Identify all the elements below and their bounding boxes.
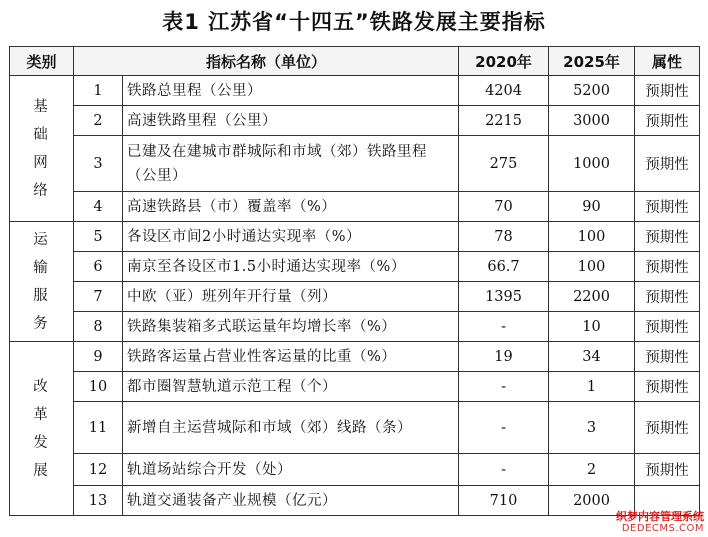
row-number: 11 [74, 402, 123, 454]
value-2020: 4204 [459, 76, 549, 106]
attribute-cell: 预期性 [635, 282, 700, 312]
row-number: 10 [74, 372, 123, 402]
header-indicator: 指标名称（单位） [74, 47, 459, 76]
header-category: 类别 [10, 47, 74, 76]
attribute-cell: 预期性 [635, 136, 700, 192]
watermark [616, 511, 704, 535]
table-row [10, 106, 700, 136]
watermark-line2: DEDECMS.COM [621, 523, 704, 534]
indicator-name: 高速铁路县（市）覆盖率（%） [123, 192, 459, 222]
indicator-name: 已建及在建城市群城际和市域（郊）铁路里程（公里） [123, 136, 459, 192]
value-2020: 66.7 [459, 252, 549, 282]
attribute-cell: 预期性 [635, 372, 700, 402]
value-2020: 78 [459, 222, 549, 252]
table-row [10, 372, 700, 402]
attribute-cell: 预期性 [635, 76, 700, 106]
value-2020: - [459, 402, 549, 454]
attribute-cell: 预期性 [635, 402, 700, 454]
row-number: 2 [74, 106, 123, 136]
table-row [10, 312, 700, 342]
table-row [10, 136, 700, 192]
table-title: 表1 江苏省“十四五”铁路发展主要指标 [162, 10, 546, 34]
watermark-line1: 织梦内容管理系统 [616, 510, 704, 523]
attribute-cell: 预期性 [635, 252, 700, 282]
row-number: 5 [74, 222, 123, 252]
value-2025: 1000 [549, 136, 635, 192]
table-row [10, 222, 700, 252]
indicator-name: 各设区市间2小时通达实现率（%） [123, 222, 459, 252]
table-row [10, 402, 700, 454]
value-2025: 2000 [549, 486, 635, 516]
indicator-name: 铁路集装箱多式联运量年均增长率（%） [123, 312, 459, 342]
indicator-name: 中欧（亚）班列年开行量（列） [123, 282, 459, 312]
value-2025: 100 [549, 252, 635, 282]
attribute-cell: 预期性 [635, 312, 700, 342]
value-2020: 19 [459, 342, 549, 372]
value-2025: 90 [549, 192, 635, 222]
indicator-name: 铁路客运量占营业性客运量的比重（%） [123, 342, 459, 372]
value-2025: 3000 [549, 106, 635, 136]
value-2025: 1 [549, 372, 635, 402]
header-2020: 2020年 [459, 47, 549, 76]
indicator-name: 铁路总里程（公里） [123, 76, 459, 106]
row-number: 1 [74, 76, 123, 106]
table-row [10, 192, 700, 222]
table-row [10, 486, 700, 516]
row-number: 7 [74, 282, 123, 312]
value-2020: 710 [459, 486, 549, 516]
value-2025: 3 [549, 402, 635, 454]
indicator-name: 轨道交通装备产业规模（亿元） [123, 486, 459, 516]
indicator-name: 南京至各设区市1.5小时通达实现率（%） [123, 252, 459, 282]
value-2020: 70 [459, 192, 549, 222]
row-number: 13 [74, 486, 123, 516]
value-2020: - [459, 454, 549, 486]
header-row [10, 47, 700, 76]
attribute-cell: 预期性 [635, 342, 700, 372]
indicator-name: 高速铁路里程（公里） [123, 106, 459, 136]
row-number: 8 [74, 312, 123, 342]
value-2020: 2215 [459, 106, 549, 136]
value-2025: 100 [549, 222, 635, 252]
value-2020: - [459, 372, 549, 402]
category-cell: 基础网络 [10, 76, 74, 222]
table-row [10, 454, 700, 486]
row-number: 6 [74, 252, 123, 282]
table-row [10, 76, 700, 106]
category-cell: 改革发展 [10, 342, 74, 516]
category-cell: 运输服务 [10, 222, 74, 342]
attribute-cell: 预期性 [635, 106, 700, 136]
value-2020: 1395 [459, 282, 549, 312]
indicator-name: 新增自主运营城际和市域（郊）线路（条） [123, 402, 459, 454]
value-2025: 2200 [549, 282, 635, 312]
value-2025: 2 [549, 454, 635, 486]
row-number: 9 [74, 342, 123, 372]
indicator-name: 轨道场站综合开发（处） [123, 454, 459, 486]
header-attribute: 属性 [635, 47, 700, 76]
indicator-table [9, 46, 700, 516]
header-2025: 2025年 [549, 47, 635, 76]
row-number: 3 [74, 136, 123, 192]
row-number: 4 [74, 192, 123, 222]
table-row [10, 252, 700, 282]
row-number: 12 [74, 454, 123, 486]
value-2025: 10 [549, 312, 635, 342]
indicator-name: 都市圈智慧轨道示范工程（个） [123, 372, 459, 402]
table-row [10, 342, 700, 372]
attribute-cell: 预期性 [635, 192, 700, 222]
attribute-cell: 预期性 [635, 222, 700, 252]
value-2025: 34 [549, 342, 635, 372]
table-row [10, 282, 700, 312]
value-2020: 275 [459, 136, 549, 192]
attribute-cell: 预期性 [635, 454, 700, 486]
value-2020: - [459, 312, 549, 342]
value-2025: 5200 [549, 76, 635, 106]
